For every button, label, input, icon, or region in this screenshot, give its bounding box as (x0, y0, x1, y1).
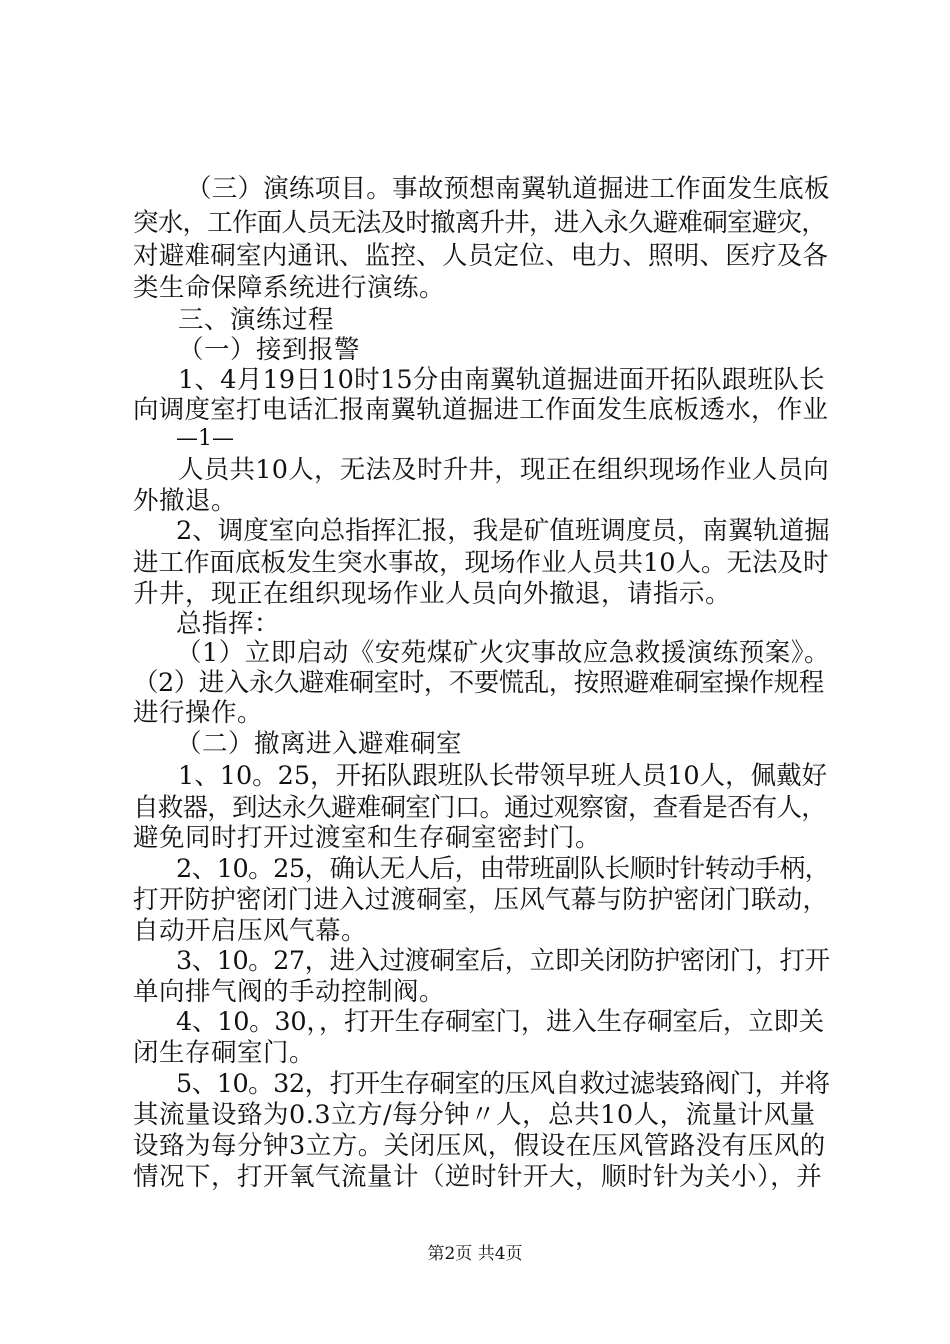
text-line: 1、10。25，开拓队跟班队长带领早班人员10人，佩戴好 (178, 761, 828, 791)
text-line: 2、10。25，确认无人后，由带班副队长顺时针转动手柄， (176, 854, 830, 884)
text-line: 其流量设臵为0.3立方/每分钟〃人，总共10人，流量计风量 (133, 1100, 816, 1130)
page-footer: 第2页 共4页 (427, 1244, 523, 1264)
subsection-heading: （二）撤离进入避难硐室 (176, 729, 463, 759)
text-line: （三）演练项目。事故预想南翼轨道掘进工作面发生底板 (186, 174, 830, 204)
text-line: 对避难硐室内通讯、监控、人员定位、电力、照明、医疗及各 (133, 241, 829, 271)
inline-page-marker: —1— (176, 426, 234, 451)
text-line: （2）进入永久避难硐室时，不要慌乱，按照避难硐室操作规程 (133, 668, 824, 698)
text-line: 避免同时打开过渡室和生存硐室密封门。 (133, 823, 602, 853)
text-line: 升井，现正在组织现场作业人员向外撤退，请指示。 (133, 579, 732, 609)
text-line: 总指挥： (176, 609, 281, 639)
text-line: 向调度室打电话汇报南翼轨道掘进工作面发生底板透水，作业 (133, 395, 829, 425)
text-line: 2、调度室向总指挥汇报，我是矿值班调度员，南翼轨道掘 (176, 516, 830, 546)
text-line: 类生命保障系统进行演练。 (133, 273, 446, 303)
text-line: 闭生存硐室门。 (133, 1038, 316, 1068)
text-line: （1）立即启动《安苑煤矿火灾事故应急救援演练预案》。 (176, 638, 830, 668)
text-line: 3、10。27，进入过渡硐室后，立即关闭防护密闭门，打开 (176, 946, 830, 976)
text-line: 进工作面底板发生突水事故，现场作业人员共10人。无法及时 (133, 548, 829, 578)
text-line: 自动开启压风气幕。 (133, 916, 368, 946)
text-line: 突水，工作面人员无法及时撤离升井，进入永久避难硐室避灾， (133, 208, 827, 238)
text-line: 进行操作。 (133, 698, 264, 728)
text-line: 打开防护密闭门进入过渡硐室，压风气幕与防护密闭门联动， (133, 885, 829, 915)
text-line: 人员共10人，无法及时升井，现正在组织现场作业人员向 (178, 455, 829, 485)
text-line: 情况下，打开氧气流量计（逆时针开大，顺时针为关小），并 (133, 1162, 823, 1192)
text-line: 外撤退。 (133, 486, 238, 516)
text-line: 4、10。30，，打开生存硐室门，进入生存硐室后，立即关 (176, 1007, 824, 1037)
subsection-heading: （一）接到报警 (178, 335, 361, 365)
text-line: 5、10。32，打开生存硐室的压风自救过滤装臵阀门，并将 (176, 1069, 830, 1099)
text-line: 自救器，到达永久避难硐室门口。通过观察窗，查看是否有人， (133, 793, 827, 823)
section-heading: 三、演练过程 (178, 305, 335, 335)
text-line: 单向排气阀的手动控制阀。 (133, 977, 446, 1007)
text-line: 1、4月19日10时15分由南翼轨道掘进面开拓队跟班队长 (178, 365, 825, 395)
text-line: 设臵为每分钟3立方。关闭压风，假设在压风管路没有压风的 (133, 1131, 826, 1161)
